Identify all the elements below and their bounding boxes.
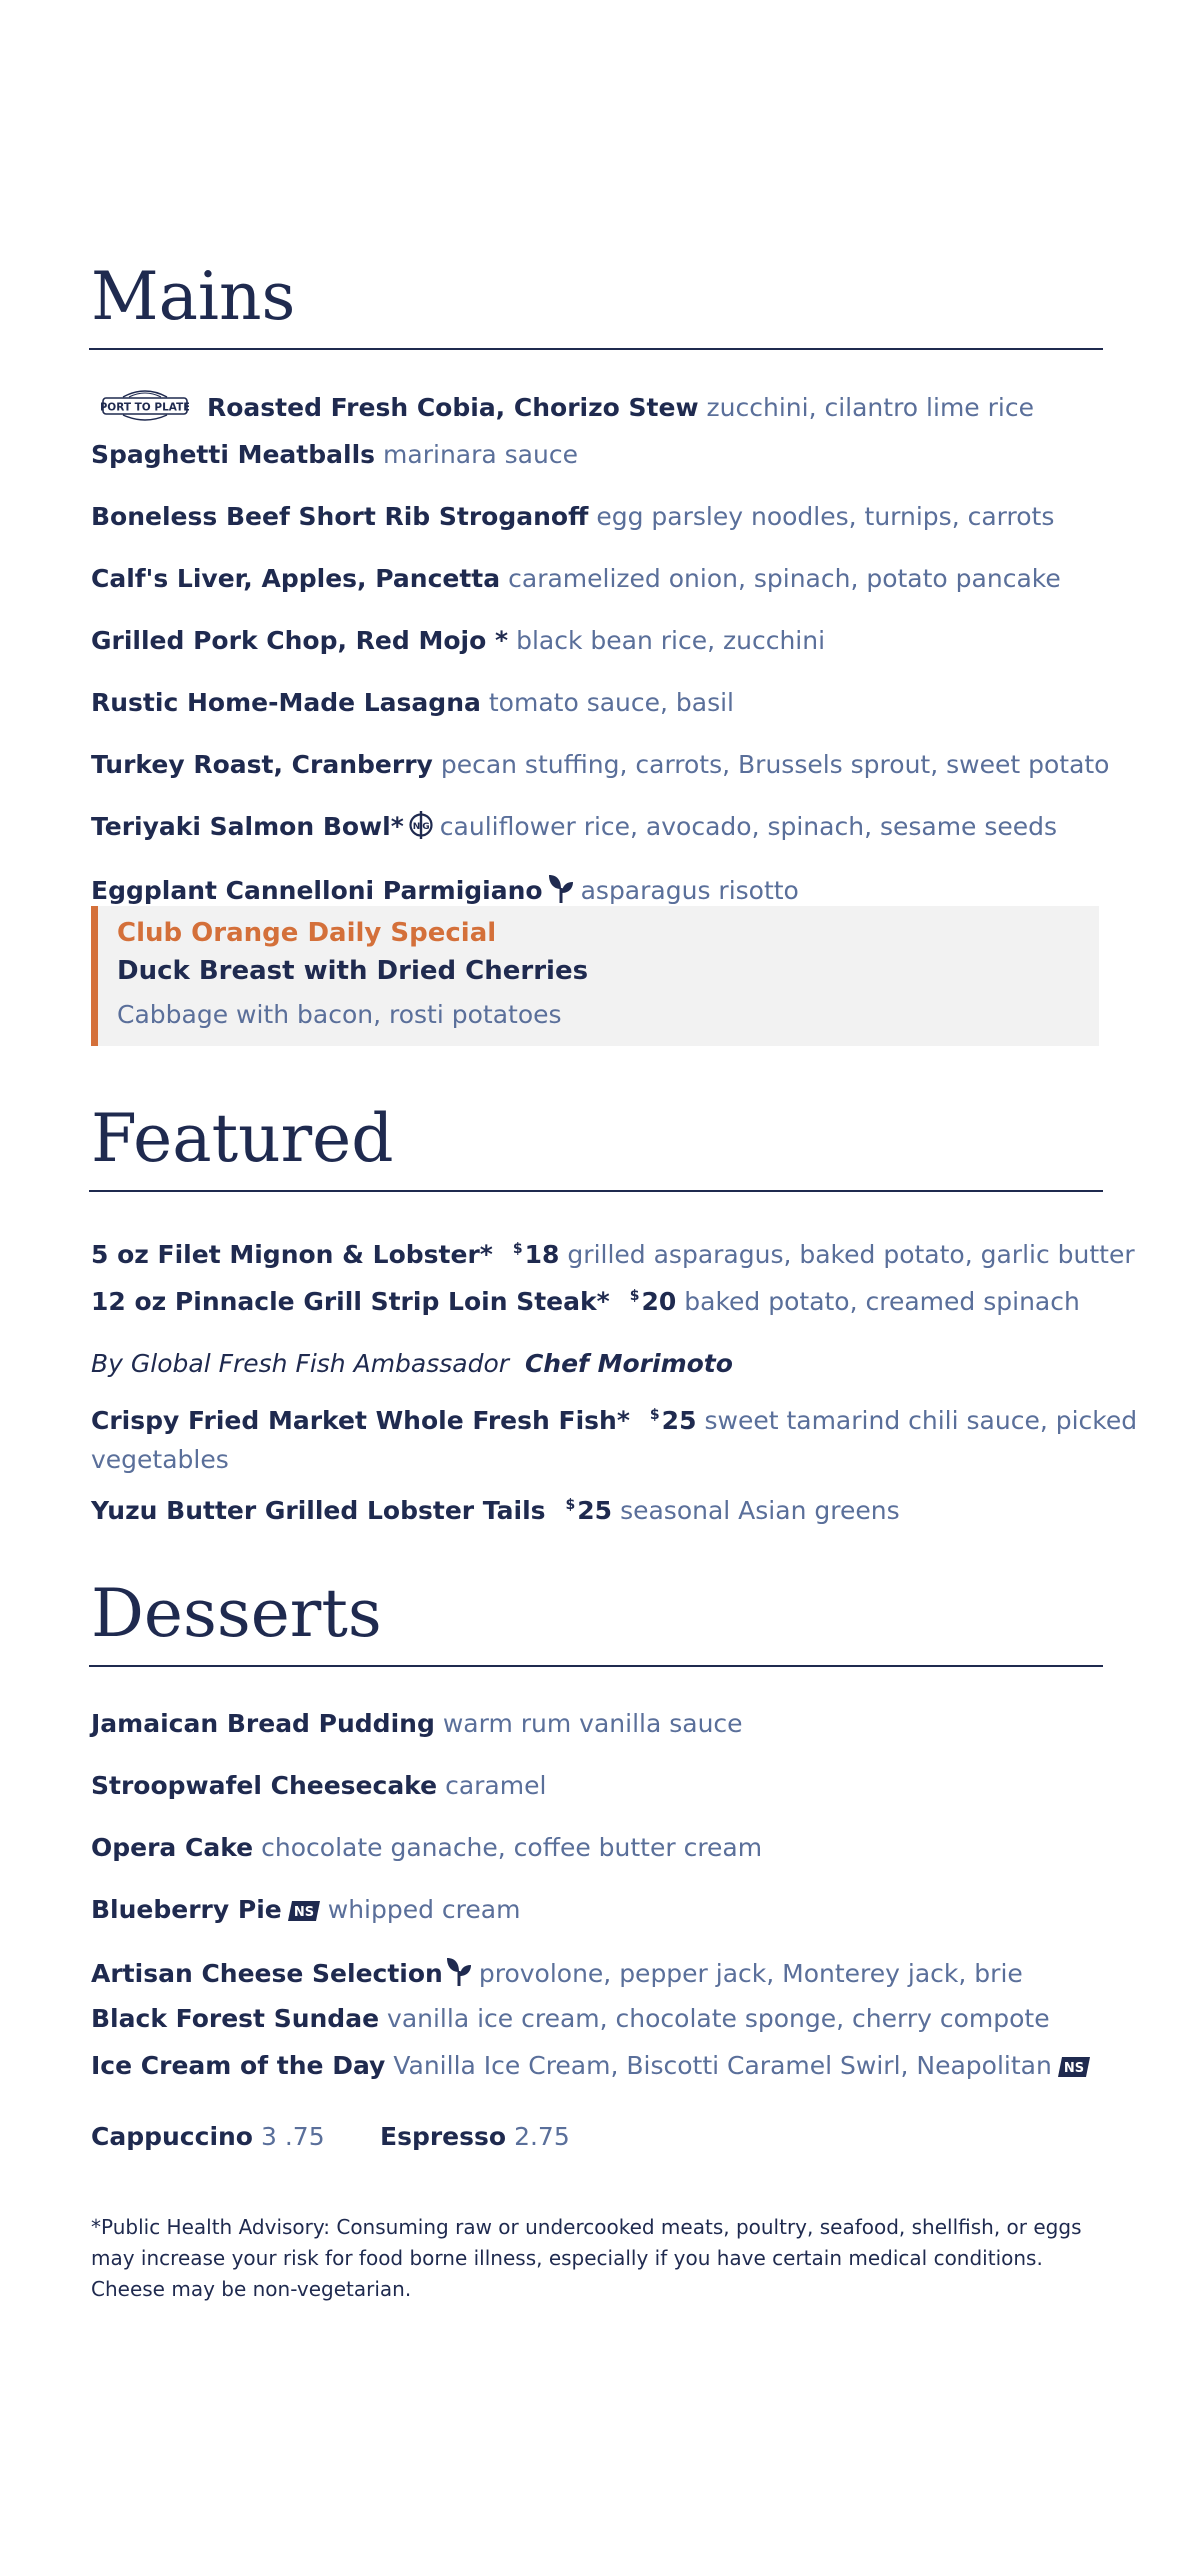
item-description: seasonal Asian greens [620, 1496, 900, 1525]
item-description: marinara sauce [383, 440, 578, 469]
item-description: Vanilla Ice Cream, Biscotti Caramel Swirl, Neapolitan [393, 2051, 1052, 2080]
menu-item [91, 810, 1057, 849]
daily-special-box [91, 906, 1099, 1046]
item-name: Calf's Liver, Apples, Pancetta [91, 564, 501, 593]
item-name: Boneless Beef Short Rib Stroganoff [91, 502, 589, 531]
menu-item-continued [91, 1443, 229, 1477]
advisory-line: Cheese may be non-vegetarian. [91, 2277, 412, 2301]
item-name: Artisan Cheese Selection [91, 1959, 443, 1988]
special-label: Club Orange Daily Special [117, 918, 497, 948]
item-description: caramel [445, 1771, 547, 1800]
item-name: Roasted Fresh Cobia, Chorizo Stew [207, 393, 699, 422]
item-description: chocolate ganache, coffee butter cream [261, 1833, 763, 1862]
item-description: cauliflower rice, avocado, spinach, sesame seeds [439, 812, 1058, 841]
item-description: provolone, pepper jack, Monterey jack, brie [478, 1959, 1023, 1988]
menu-item [91, 748, 1109, 782]
ambassador-name: Chef Morimoto [524, 1349, 733, 1378]
item-name: Black Forest Sundae [91, 2004, 380, 2033]
no-sugar-icon [1056, 2054, 1092, 2088]
public-health-advisory [91, 2212, 1101, 2305]
item-description: asparagus risotto [580, 876, 799, 905]
menu-item [91, 1232, 1135, 1272]
mains-heading: Mains [91, 258, 296, 335]
advisory-line: *Public Health Advisory: Consuming raw or undercooked meats, poultry, seafood, shellfish, or eggs [91, 2215, 1082, 2239]
item-description: sweet tamarind chili sauce, picked [704, 1406, 1138, 1435]
item-description: zucchini, cilantro lime rice [706, 393, 1034, 422]
port-to-plate-logo [101, 383, 189, 427]
menu-item [91, 1893, 520, 1932]
menu-item [91, 1398, 1137, 1438]
item-description: caramelized onion, spinach, potato pancake [508, 564, 1061, 593]
drink-name: Cappuccino [91, 2122, 253, 2151]
advisory-line: may increase your risk for food borne illness, especially if you have certain medical conditions. [91, 2246, 1043, 2270]
menu-item [91, 686, 734, 720]
menu-item [91, 1831, 762, 1865]
item-price: $18 [512, 1240, 560, 1269]
menu-item [91, 2049, 1098, 2088]
item-name: 5 oz Filet Mignon & Lobster* [91, 1240, 493, 1269]
item-description-continued: vegetables [91, 1445, 229, 1474]
menu-item [91, 624, 825, 658]
vegetarian-sprout-icon [445, 1955, 473, 1996]
item-name: Opera Cake [91, 1833, 254, 1862]
featured-divider [89, 1190, 1103, 1192]
item-description: pecan stuffing, carrots, Brussels sprout, sweet potato [440, 750, 1110, 779]
menu-item [91, 1707, 743, 1741]
special-name: Duck Breast with Dried Cherries [117, 956, 589, 986]
menu-item [207, 391, 1034, 425]
menu-item [91, 1769, 546, 1803]
item-name: Rustic Home-Made Lasagna [91, 688, 481, 717]
item-price: $20 [629, 1287, 677, 1316]
mains-divider [89, 348, 1103, 350]
svg-text:N: N [412, 822, 421, 832]
special-description: Cabbage with bacon, rosti potatoes [117, 1000, 562, 1029]
item-name: Teriyaki Salmon Bowl* [91, 812, 404, 841]
no-sugar-icon [286, 1898, 322, 1932]
item-description: egg parsley noodles, turnips, carrots [596, 502, 1055, 531]
desserts-divider [89, 1665, 1103, 1667]
drink-item-espresso [380, 2120, 570, 2154]
item-description: grilled asparagus, baked potato, garlic butter [567, 1240, 1135, 1269]
ambassador-prefix: By Global Fresh Fish Ambassador [91, 1349, 510, 1378]
drink-price: 2.75 [514, 2122, 570, 2151]
featured-heading: Featured [91, 1100, 394, 1177]
menu-item [91, 438, 578, 472]
item-name: Spaghetti Meatballs [91, 440, 376, 469]
drink-price: 3 .75 [261, 2122, 325, 2151]
ambassador-line [91, 1349, 733, 1378]
item-description: black bean rice, zucchini [516, 626, 826, 655]
item-name: Grilled Pork Chop, Red Mojo * [91, 626, 509, 655]
logo-text: PORT TO PLATE [101, 401, 189, 414]
item-price: $25 [565, 1496, 613, 1525]
menu-item [91, 1279, 1080, 1319]
menu-item [91, 1955, 1023, 1996]
svg-text:G: G [422, 822, 430, 832]
item-description: warm rum vanilla sauce [442, 1709, 743, 1738]
menu-item [91, 1488, 900, 1528]
menu-item [91, 500, 1054, 534]
item-name: Ice Cream of the Day [91, 2051, 386, 2080]
desserts-heading: Desserts [91, 1575, 382, 1652]
item-name: Eggplant Cannelloni Parmigiano [91, 876, 543, 905]
item-name: Turkey Roast, Cranberry [91, 750, 433, 779]
item-name: Blueberry Pie [91, 1895, 282, 1924]
item-price: $25 [649, 1406, 697, 1435]
menu-item [91, 2002, 1050, 2036]
item-name: 12 oz Pinnacle Grill Strip Loin Steak* [91, 1287, 610, 1316]
svg-text:NS: NS [1063, 2061, 1084, 2076]
item-name: Jamaican Bread Pudding [91, 1709, 435, 1738]
drink-item-cappuccino [91, 2120, 325, 2154]
item-name: Yuzu Butter Grilled Lobster Tails [91, 1496, 546, 1525]
item-description: whipped cream [327, 1895, 521, 1924]
drink-name: Espresso [380, 2122, 507, 2151]
menu-item [91, 562, 1061, 596]
item-description: baked potato, creamed spinach [684, 1287, 1080, 1316]
no-gluten-icon [408, 810, 434, 849]
item-name: Stroopwafel Cheesecake [91, 1771, 438, 1800]
item-description: tomato sauce, basil [488, 688, 735, 717]
svg-text:NS: NS [293, 1905, 314, 1920]
item-description: vanilla ice cream, chocolate sponge, cherry compote [387, 2004, 1050, 2033]
item-name: Crispy Fried Market Whole Fresh Fish* [91, 1406, 630, 1435]
